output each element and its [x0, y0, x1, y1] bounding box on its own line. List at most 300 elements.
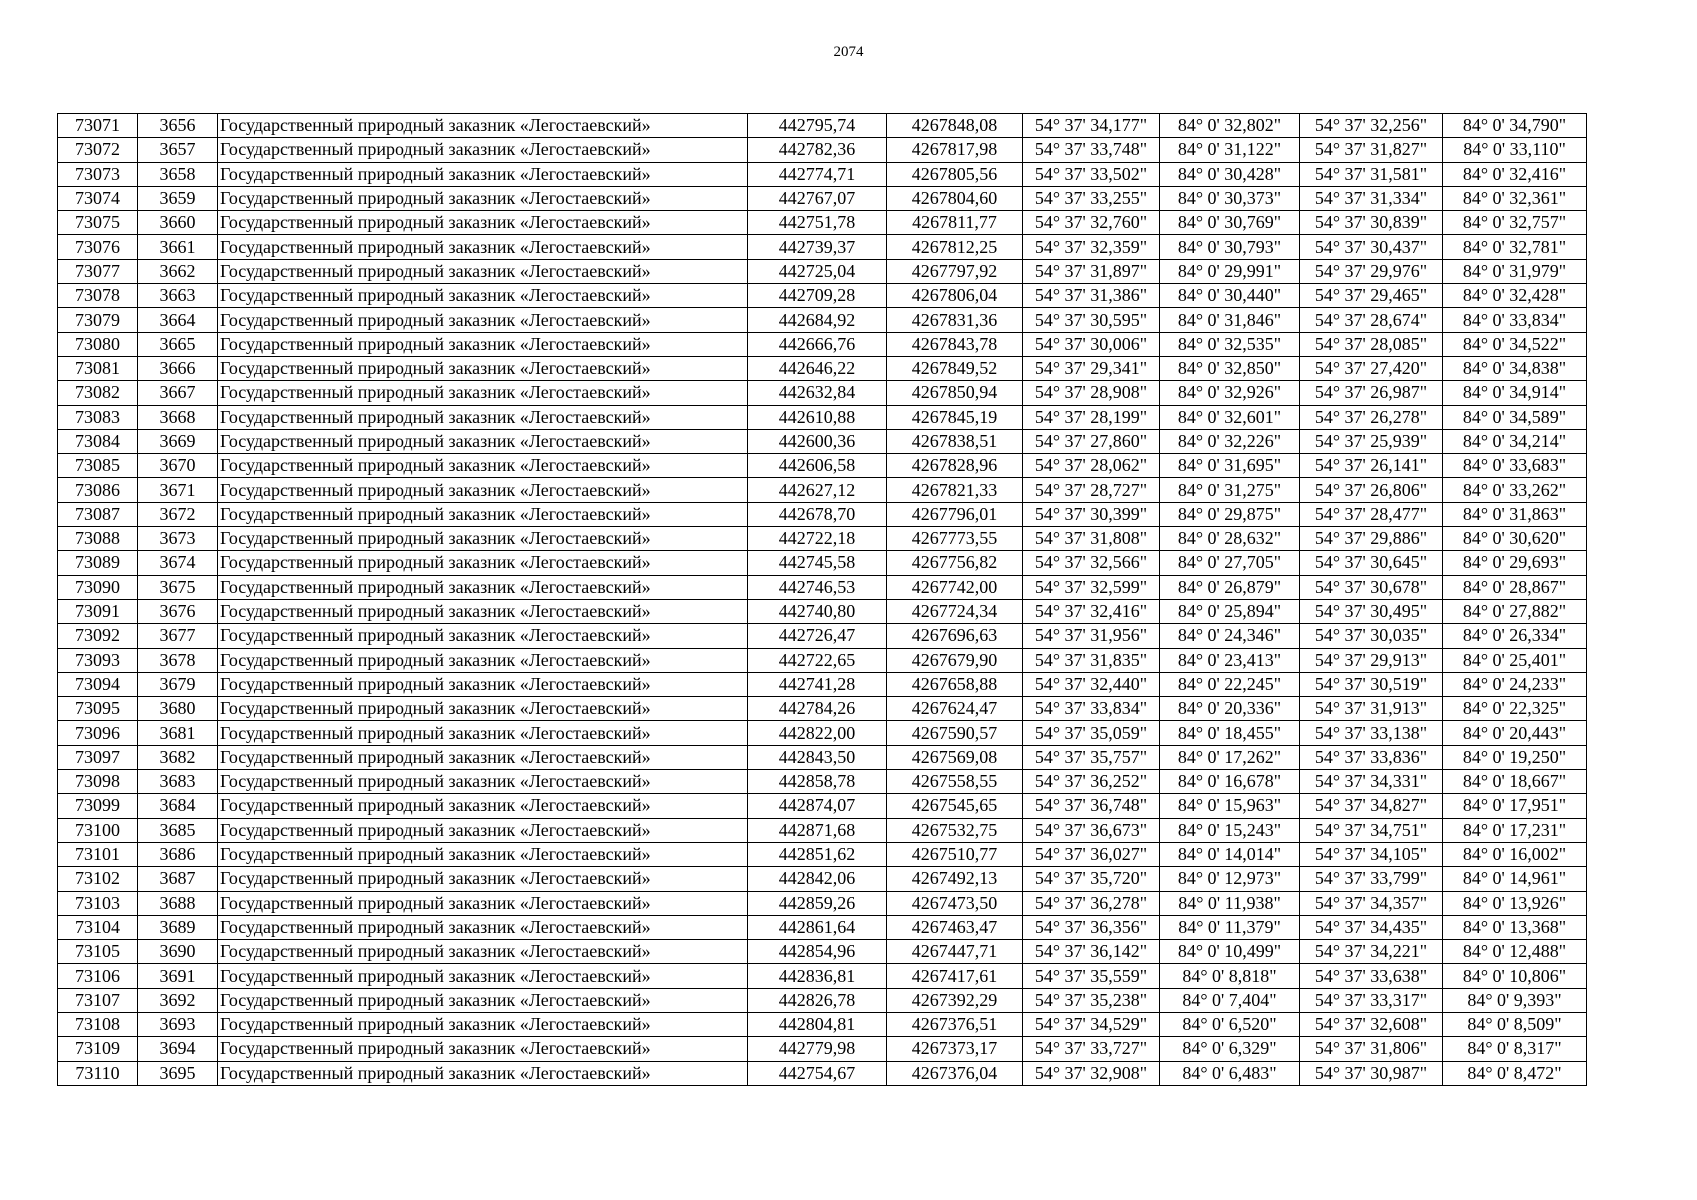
cell-record-id: 73102 — [58, 867, 138, 891]
cell-x: 442627,12 — [748, 478, 887, 502]
cell-x: 442646,22 — [748, 356, 887, 380]
cell-name: Государственный природный заказник «Легостаевский» — [218, 648, 748, 672]
cell-lat-1: 54° 37' 35,238" — [1023, 988, 1160, 1012]
cell-point-id: 3665 — [138, 332, 218, 356]
table-row — [58, 454, 1587, 478]
cell-lat-1: 54° 37' 33,727" — [1023, 1037, 1160, 1061]
cell-record-id: 73103 — [58, 891, 138, 915]
cell-point-id: 3661 — [138, 235, 218, 259]
cell-lat-2: 54° 37' 26,987" — [1300, 381, 1443, 405]
cell-y: 4267473,50 — [887, 891, 1023, 915]
cell-y: 4267811,77 — [887, 211, 1023, 235]
cell-lat-2: 54° 37' 34,827" — [1300, 794, 1443, 818]
cell-x: 442725,04 — [748, 259, 887, 283]
cell-lon-2: 84° 0' 30,620" — [1443, 527, 1587, 551]
cell-lon-1: 84° 0' 26,879" — [1160, 575, 1300, 599]
cell-point-id: 3667 — [138, 381, 218, 405]
cell-lon-2: 84° 0' 28,867" — [1443, 575, 1587, 599]
cell-y: 4267850,94 — [887, 381, 1023, 405]
cell-record-id: 73078 — [58, 284, 138, 308]
cell-lon-1: 84° 0' 32,850" — [1160, 356, 1300, 380]
cell-x: 442854,96 — [748, 940, 887, 964]
cell-lat-1: 54° 37' 33,834" — [1023, 697, 1160, 721]
cell-lat-2: 54° 37' 34,435" — [1300, 915, 1443, 939]
cell-point-id: 3670 — [138, 454, 218, 478]
cell-lon-2: 84° 0' 33,834" — [1443, 308, 1587, 332]
cell-lat-1: 54° 37' 31,835" — [1023, 648, 1160, 672]
cell-name: Государственный природный заказник «Легостаевский» — [218, 891, 748, 915]
cell-y: 4267804,60 — [887, 186, 1023, 210]
cell-lon-2: 84° 0' 31,979" — [1443, 259, 1587, 283]
cell-name: Государственный природный заказник «Легостаевский» — [218, 1061, 748, 1085]
cell-lat-1: 54° 37' 31,897" — [1023, 259, 1160, 283]
table-row — [58, 405, 1587, 429]
cell-lat-1: 54° 37' 30,399" — [1023, 502, 1160, 526]
cell-point-id: 3674 — [138, 551, 218, 575]
cell-lon-1: 84° 0' 25,894" — [1160, 599, 1300, 623]
cell-name: Государственный природный заказник «Легостаевский» — [218, 988, 748, 1012]
cell-lon-2: 84° 0' 14,961" — [1443, 867, 1587, 891]
cell-record-id: 73104 — [58, 915, 138, 939]
cell-lon-1: 84° 0' 10,499" — [1160, 940, 1300, 964]
cell-lat-1: 54° 37' 32,760" — [1023, 211, 1160, 235]
cell-y: 4267532,75 — [887, 818, 1023, 842]
cell-name: Государственный природный заказник «Легостаевский» — [218, 211, 748, 235]
table-row — [58, 502, 1587, 526]
table-row — [58, 332, 1587, 356]
table-row — [58, 940, 1587, 964]
cell-lon-2: 84° 0' 34,914" — [1443, 381, 1587, 405]
cell-x: 442600,36 — [748, 429, 887, 453]
cell-lon-1: 84° 0' 31,122" — [1160, 138, 1300, 162]
table-row — [58, 599, 1587, 623]
cell-y: 4267417,61 — [887, 964, 1023, 988]
cell-lat-2: 54° 37' 30,678" — [1300, 575, 1443, 599]
cell-x: 442709,28 — [748, 284, 887, 308]
cell-y: 4267773,55 — [887, 527, 1023, 551]
cell-lat-1: 54° 37' 36,356" — [1023, 915, 1160, 939]
cell-name: Государственный природный заказник «Легостаевский» — [218, 381, 748, 405]
cell-x: 442606,58 — [748, 454, 887, 478]
cell-lon-2: 84° 0' 29,693" — [1443, 551, 1587, 575]
cell-name: Государственный природный заказник «Легостаевский» — [218, 1037, 748, 1061]
table-row — [58, 186, 1587, 210]
cell-point-id: 3678 — [138, 648, 218, 672]
cell-y: 4267756,82 — [887, 551, 1023, 575]
cell-name: Государственный природный заказник «Легостаевский» — [218, 794, 748, 818]
cell-lon-1: 84° 0' 6,520" — [1160, 1012, 1300, 1036]
table-row — [58, 138, 1587, 162]
cell-x: 442684,92 — [748, 308, 887, 332]
cell-point-id: 3668 — [138, 405, 218, 429]
cell-lon-1: 84° 0' 27,705" — [1160, 551, 1300, 575]
cell-point-id: 3684 — [138, 794, 218, 818]
cell-lon-1: 84° 0' 20,336" — [1160, 697, 1300, 721]
cell-lon-1: 84° 0' 22,245" — [1160, 672, 1300, 696]
cell-x: 442740,80 — [748, 599, 887, 623]
cell-point-id: 3682 — [138, 745, 218, 769]
cell-point-id: 3686 — [138, 842, 218, 866]
table-row — [58, 842, 1587, 866]
cell-lon-2: 84° 0' 33,110" — [1443, 138, 1587, 162]
cell-lat-2: 54° 37' 33,138" — [1300, 721, 1443, 745]
cell-lat-1: 54° 37' 34,177" — [1023, 114, 1160, 138]
cell-lon-1: 84° 0' 18,455" — [1160, 721, 1300, 745]
table-row — [58, 211, 1587, 235]
cell-lat-2: 54° 37' 31,827" — [1300, 138, 1443, 162]
cell-record-id: 73107 — [58, 988, 138, 1012]
cell-name: Государственный природный заказник «Легостаевский» — [218, 1012, 748, 1036]
table-row — [58, 114, 1587, 138]
cell-record-id: 73075 — [58, 211, 138, 235]
cell-lon-1: 84° 0' 31,275" — [1160, 478, 1300, 502]
cell-lat-1: 54° 37' 36,673" — [1023, 818, 1160, 842]
cell-lon-1: 84° 0' 31,846" — [1160, 308, 1300, 332]
cell-point-id: 3680 — [138, 697, 218, 721]
cell-name: Государственный природный заказник «Легостаевский» — [218, 454, 748, 478]
cell-point-id: 3692 — [138, 988, 218, 1012]
cell-x: 442822,00 — [748, 721, 887, 745]
cell-point-id: 3669 — [138, 429, 218, 453]
cell-name: Государственный природный заказник «Легостаевский» — [218, 356, 748, 380]
cell-name: Государственный природный заказник «Легостаевский» — [218, 867, 748, 891]
cell-name: Государственный природный заказник «Легостаевский» — [218, 624, 748, 648]
table-row — [58, 429, 1587, 453]
cell-lat-1: 54° 37' 31,808" — [1023, 527, 1160, 551]
cell-lat-1: 54° 37' 28,199" — [1023, 405, 1160, 429]
cell-name: Государственный природный заказник «Легостаевский» — [218, 721, 748, 745]
cell-lat-2: 54° 37' 34,105" — [1300, 842, 1443, 866]
cell-y: 4267545,65 — [887, 794, 1023, 818]
cell-lat-2: 54° 37' 32,608" — [1300, 1012, 1443, 1036]
cell-name: Государственный природный заказник «Легостаевский» — [218, 259, 748, 283]
cell-lat-1: 54° 37' 36,252" — [1023, 770, 1160, 794]
cell-name: Государственный природный заказник «Легостаевский» — [218, 551, 748, 575]
cell-x: 442795,74 — [748, 114, 887, 138]
cell-record-id: 73097 — [58, 745, 138, 769]
cell-record-id: 73077 — [58, 259, 138, 283]
cell-name: Государственный природный заказник «Легостаевский» — [218, 527, 748, 551]
cell-lat-1: 54° 37' 35,757" — [1023, 745, 1160, 769]
cell-lon-1: 84° 0' 23,413" — [1160, 648, 1300, 672]
cell-x: 442859,26 — [748, 891, 887, 915]
cell-name: Государственный природный заказник «Легостаевский» — [218, 186, 748, 210]
cell-name: Государственный природный заказник «Легостаевский» — [218, 162, 748, 186]
cell-lat-2: 54° 37' 34,331" — [1300, 770, 1443, 794]
cell-lat-1: 54° 37' 32,359" — [1023, 235, 1160, 259]
cell-x: 442739,37 — [748, 235, 887, 259]
cell-point-id: 3691 — [138, 964, 218, 988]
cell-record-id: 73089 — [58, 551, 138, 575]
cell-point-id: 3689 — [138, 915, 218, 939]
cell-lon-2: 84° 0' 16,002" — [1443, 842, 1587, 866]
cell-y: 4267463,47 — [887, 915, 1023, 939]
table-row — [58, 235, 1587, 259]
cell-lon-2: 84° 0' 32,757" — [1443, 211, 1587, 235]
cell-lat-1: 54° 37' 36,748" — [1023, 794, 1160, 818]
cell-y: 4267848,08 — [887, 114, 1023, 138]
cell-lon-1: 84° 0' 32,926" — [1160, 381, 1300, 405]
cell-record-id: 73095 — [58, 697, 138, 721]
cell-lat-1: 54° 37' 28,727" — [1023, 478, 1160, 502]
cell-point-id: 3672 — [138, 502, 218, 526]
cell-lon-2: 84° 0' 32,781" — [1443, 235, 1587, 259]
cell-lat-2: 54° 37' 33,799" — [1300, 867, 1443, 891]
cell-lat-1: 54° 37' 32,566" — [1023, 551, 1160, 575]
table-row — [58, 867, 1587, 891]
cell-x: 442632,84 — [748, 381, 887, 405]
cell-x: 442836,81 — [748, 964, 887, 988]
cell-x: 442874,07 — [748, 794, 887, 818]
cell-record-id: 73106 — [58, 964, 138, 988]
table-row — [58, 988, 1587, 1012]
cell-x: 442782,36 — [748, 138, 887, 162]
cell-point-id: 3663 — [138, 284, 218, 308]
cell-point-id: 3659 — [138, 186, 218, 210]
cell-record-id: 73085 — [58, 454, 138, 478]
cell-lon-1: 84° 0' 31,695" — [1160, 454, 1300, 478]
table-row — [58, 721, 1587, 745]
cell-lat-2: 54° 37' 29,886" — [1300, 527, 1443, 551]
table-row — [58, 624, 1587, 648]
cell-record-id: 73099 — [58, 794, 138, 818]
cell-lon-2: 84° 0' 24,233" — [1443, 672, 1587, 696]
cell-record-id: 73105 — [58, 940, 138, 964]
table-row — [58, 745, 1587, 769]
cell-x: 442767,07 — [748, 186, 887, 210]
cell-record-id: 73096 — [58, 721, 138, 745]
cell-point-id: 3677 — [138, 624, 218, 648]
cell-record-id: 73087 — [58, 502, 138, 526]
table-row — [58, 356, 1587, 380]
cell-point-id: 3662 — [138, 259, 218, 283]
cell-lon-2: 84° 0' 8,472" — [1443, 1061, 1587, 1085]
cell-point-id: 3673 — [138, 527, 218, 551]
cell-name: Государственный природный заказник «Легостаевский» — [218, 842, 748, 866]
cell-lon-2: 84° 0' 18,667" — [1443, 770, 1587, 794]
cell-lat-1: 54° 37' 36,142" — [1023, 940, 1160, 964]
table-row — [58, 915, 1587, 939]
cell-record-id: 73091 — [58, 599, 138, 623]
cell-point-id: 3675 — [138, 575, 218, 599]
cell-point-id: 3687 — [138, 867, 218, 891]
cell-lon-1: 84° 0' 30,373" — [1160, 186, 1300, 210]
cell-record-id: 73076 — [58, 235, 138, 259]
cell-name: Государственный природный заказник «Легостаевский» — [218, 308, 748, 332]
cell-x: 442754,67 — [748, 1061, 887, 1085]
cell-lon-2: 84° 0' 25,401" — [1443, 648, 1587, 672]
cell-y: 4267492,13 — [887, 867, 1023, 891]
cell-lat-2: 54° 37' 28,674" — [1300, 308, 1443, 332]
table-row — [58, 284, 1587, 308]
cell-lon-2: 84° 0' 34,838" — [1443, 356, 1587, 380]
cell-lat-1: 54° 37' 28,908" — [1023, 381, 1160, 405]
cell-name: Государственный природный заказник «Легостаевский» — [218, 697, 748, 721]
table-row — [58, 770, 1587, 794]
cell-lat-2: 54° 37' 31,806" — [1300, 1037, 1443, 1061]
cell-record-id: 73073 — [58, 162, 138, 186]
cell-y: 4267821,33 — [887, 478, 1023, 502]
cell-point-id: 3657 — [138, 138, 218, 162]
cell-x: 442784,26 — [748, 697, 887, 721]
cell-point-id: 3658 — [138, 162, 218, 186]
cell-name: Государственный природный заказник «Легостаевский» — [218, 235, 748, 259]
cell-record-id: 73109 — [58, 1037, 138, 1061]
cell-lon-1: 84° 0' 14,014" — [1160, 842, 1300, 866]
cell-lon-1: 84° 0' 30,793" — [1160, 235, 1300, 259]
cell-y: 4267510,77 — [887, 842, 1023, 866]
cell-x: 442842,06 — [748, 867, 887, 891]
table-row — [58, 162, 1587, 186]
cell-lat-2: 54° 37' 33,638" — [1300, 964, 1443, 988]
cell-lat-2: 54° 37' 30,495" — [1300, 599, 1443, 623]
cell-x: 442678,70 — [748, 502, 887, 526]
table-row — [58, 964, 1587, 988]
cell-y: 4267812,25 — [887, 235, 1023, 259]
cell-lon-1: 84° 0' 6,329" — [1160, 1037, 1300, 1061]
cell-lat-2: 54° 37' 29,976" — [1300, 259, 1443, 283]
cell-lat-1: 54° 37' 31,956" — [1023, 624, 1160, 648]
cell-y: 4267679,90 — [887, 648, 1023, 672]
cell-lat-1: 54° 37' 33,255" — [1023, 186, 1160, 210]
cell-x: 442746,53 — [748, 575, 887, 599]
cell-record-id: 73098 — [58, 770, 138, 794]
cell-y: 4267742,00 — [887, 575, 1023, 599]
cell-record-id: 73074 — [58, 186, 138, 210]
cell-lat-1: 54° 37' 33,502" — [1023, 162, 1160, 186]
cell-y: 4267828,96 — [887, 454, 1023, 478]
cell-name: Государственный природный заказник «Легостаевский» — [218, 138, 748, 162]
table-row — [58, 381, 1587, 405]
cell-y: 4267843,78 — [887, 332, 1023, 356]
cell-point-id: 3676 — [138, 599, 218, 623]
cell-record-id: 73071 — [58, 114, 138, 138]
cell-lat-2: 54° 37' 30,519" — [1300, 672, 1443, 696]
cell-lat-2: 54° 37' 30,035" — [1300, 624, 1443, 648]
cell-record-id: 73079 — [58, 308, 138, 332]
cell-y: 4267558,55 — [887, 770, 1023, 794]
cell-lon-2: 84° 0' 9,393" — [1443, 988, 1587, 1012]
cell-lat-1: 54° 37' 27,860" — [1023, 429, 1160, 453]
table-row — [58, 794, 1587, 818]
cell-point-id: 3664 — [138, 308, 218, 332]
cell-lat-2: 54° 37' 32,256" — [1300, 114, 1443, 138]
cell-record-id: 73108 — [58, 1012, 138, 1036]
cell-x: 442741,28 — [748, 672, 887, 696]
cell-lon-2: 84° 0' 20,443" — [1443, 721, 1587, 745]
cell-lat-2: 54° 37' 30,437" — [1300, 235, 1443, 259]
cell-x: 442722,18 — [748, 527, 887, 551]
cell-lat-1: 54° 37' 32,908" — [1023, 1061, 1160, 1085]
cell-lon-1: 84° 0' 11,938" — [1160, 891, 1300, 915]
table-row — [58, 1037, 1587, 1061]
cell-y: 4267376,04 — [887, 1061, 1023, 1085]
cell-lon-2: 84° 0' 33,683" — [1443, 454, 1587, 478]
cell-y: 4267831,36 — [887, 308, 1023, 332]
table-row — [58, 672, 1587, 696]
cell-lat-1: 54° 37' 33,748" — [1023, 138, 1160, 162]
cell-y: 4267392,29 — [887, 988, 1023, 1012]
cell-lon-1: 84° 0' 29,875" — [1160, 502, 1300, 526]
cell-record-id: 73093 — [58, 648, 138, 672]
cell-lat-2: 54° 37' 30,645" — [1300, 551, 1443, 575]
cell-name: Государственный природный заказник «Легостаевский» — [218, 745, 748, 769]
cell-lat-2: 54° 37' 26,806" — [1300, 478, 1443, 502]
cell-lon-2: 84° 0' 32,416" — [1443, 162, 1587, 186]
cell-point-id: 3656 — [138, 114, 218, 138]
cell-x: 442804,81 — [748, 1012, 887, 1036]
cell-record-id: 73086 — [58, 478, 138, 502]
table-row — [58, 478, 1587, 502]
table-row — [58, 648, 1587, 672]
cell-x: 442722,65 — [748, 648, 887, 672]
cell-point-id: 3671 — [138, 478, 218, 502]
cell-y: 4267805,56 — [887, 162, 1023, 186]
cell-lat-1: 54° 37' 35,720" — [1023, 867, 1160, 891]
table-row — [58, 697, 1587, 721]
cell-name: Государственный природный заказник «Легостаевский» — [218, 332, 748, 356]
cell-record-id: 73101 — [58, 842, 138, 866]
cell-y: 4267447,71 — [887, 940, 1023, 964]
cell-name: Государственный природный заказник «Легостаевский» — [218, 818, 748, 842]
cell-x: 442779,98 — [748, 1037, 887, 1061]
cell-lat-1: 54° 37' 31,386" — [1023, 284, 1160, 308]
cell-record-id: 73084 — [58, 429, 138, 453]
cell-lat-2: 54° 37' 26,141" — [1300, 454, 1443, 478]
cell-name: Государственный природный заказник «Легостаевский» — [218, 478, 748, 502]
page-number: 2074 — [833, 44, 864, 60]
cell-name: Государственный природный заказник «Легостаевский» — [218, 672, 748, 696]
cell-lat-2: 54° 37' 30,839" — [1300, 211, 1443, 235]
cell-point-id: 3693 — [138, 1012, 218, 1036]
cell-y: 4267817,98 — [887, 138, 1023, 162]
cell-name: Государственный природный заказник «Легостаевский» — [218, 284, 748, 308]
cell-lon-1: 84° 0' 12,973" — [1160, 867, 1300, 891]
cell-lon-1: 84° 0' 32,226" — [1160, 429, 1300, 453]
cell-lon-1: 84° 0' 16,678" — [1160, 770, 1300, 794]
cell-record-id: 73081 — [58, 356, 138, 380]
cell-point-id: 3685 — [138, 818, 218, 842]
cell-lon-1: 84° 0' 17,262" — [1160, 745, 1300, 769]
cell-lat-2: 54° 37' 34,221" — [1300, 940, 1443, 964]
cell-lat-1: 54° 37' 34,529" — [1023, 1012, 1160, 1036]
cell-name: Государственный природный заказник «Легостаевский» — [218, 915, 748, 939]
cell-point-id: 3666 — [138, 356, 218, 380]
cell-y: 4267838,51 — [887, 429, 1023, 453]
cell-record-id: 73083 — [58, 405, 138, 429]
cell-lat-1: 54° 37' 28,062" — [1023, 454, 1160, 478]
cell-lat-1: 54° 37' 30,595" — [1023, 308, 1160, 332]
cell-record-id: 73092 — [58, 624, 138, 648]
cell-name: Государственный природный заказник «Легостаевский» — [218, 940, 748, 964]
cell-lon-2: 84° 0' 32,361" — [1443, 186, 1587, 210]
cell-lon-1: 84° 0' 15,243" — [1160, 818, 1300, 842]
cell-x: 442774,71 — [748, 162, 887, 186]
cell-lat-1: 54° 37' 32,599" — [1023, 575, 1160, 599]
cell-x: 442861,64 — [748, 915, 887, 939]
cell-lon-1: 84° 0' 32,535" — [1160, 332, 1300, 356]
cell-lon-2: 84° 0' 31,863" — [1443, 502, 1587, 526]
cell-name: Государственный природный заказник «Легостаевский» — [218, 405, 748, 429]
cell-name: Государственный природный заказник «Легостаевский» — [218, 502, 748, 526]
cell-lat-2: 54° 37' 26,278" — [1300, 405, 1443, 429]
cell-point-id: 3679 — [138, 672, 218, 696]
cell-lat-2: 54° 37' 27,420" — [1300, 356, 1443, 380]
cell-lon-2: 84° 0' 13,368" — [1443, 915, 1587, 939]
cell-lat-2: 54° 37' 30,987" — [1300, 1061, 1443, 1085]
cell-y: 4267590,57 — [887, 721, 1023, 745]
cell-y: 4267569,08 — [887, 745, 1023, 769]
